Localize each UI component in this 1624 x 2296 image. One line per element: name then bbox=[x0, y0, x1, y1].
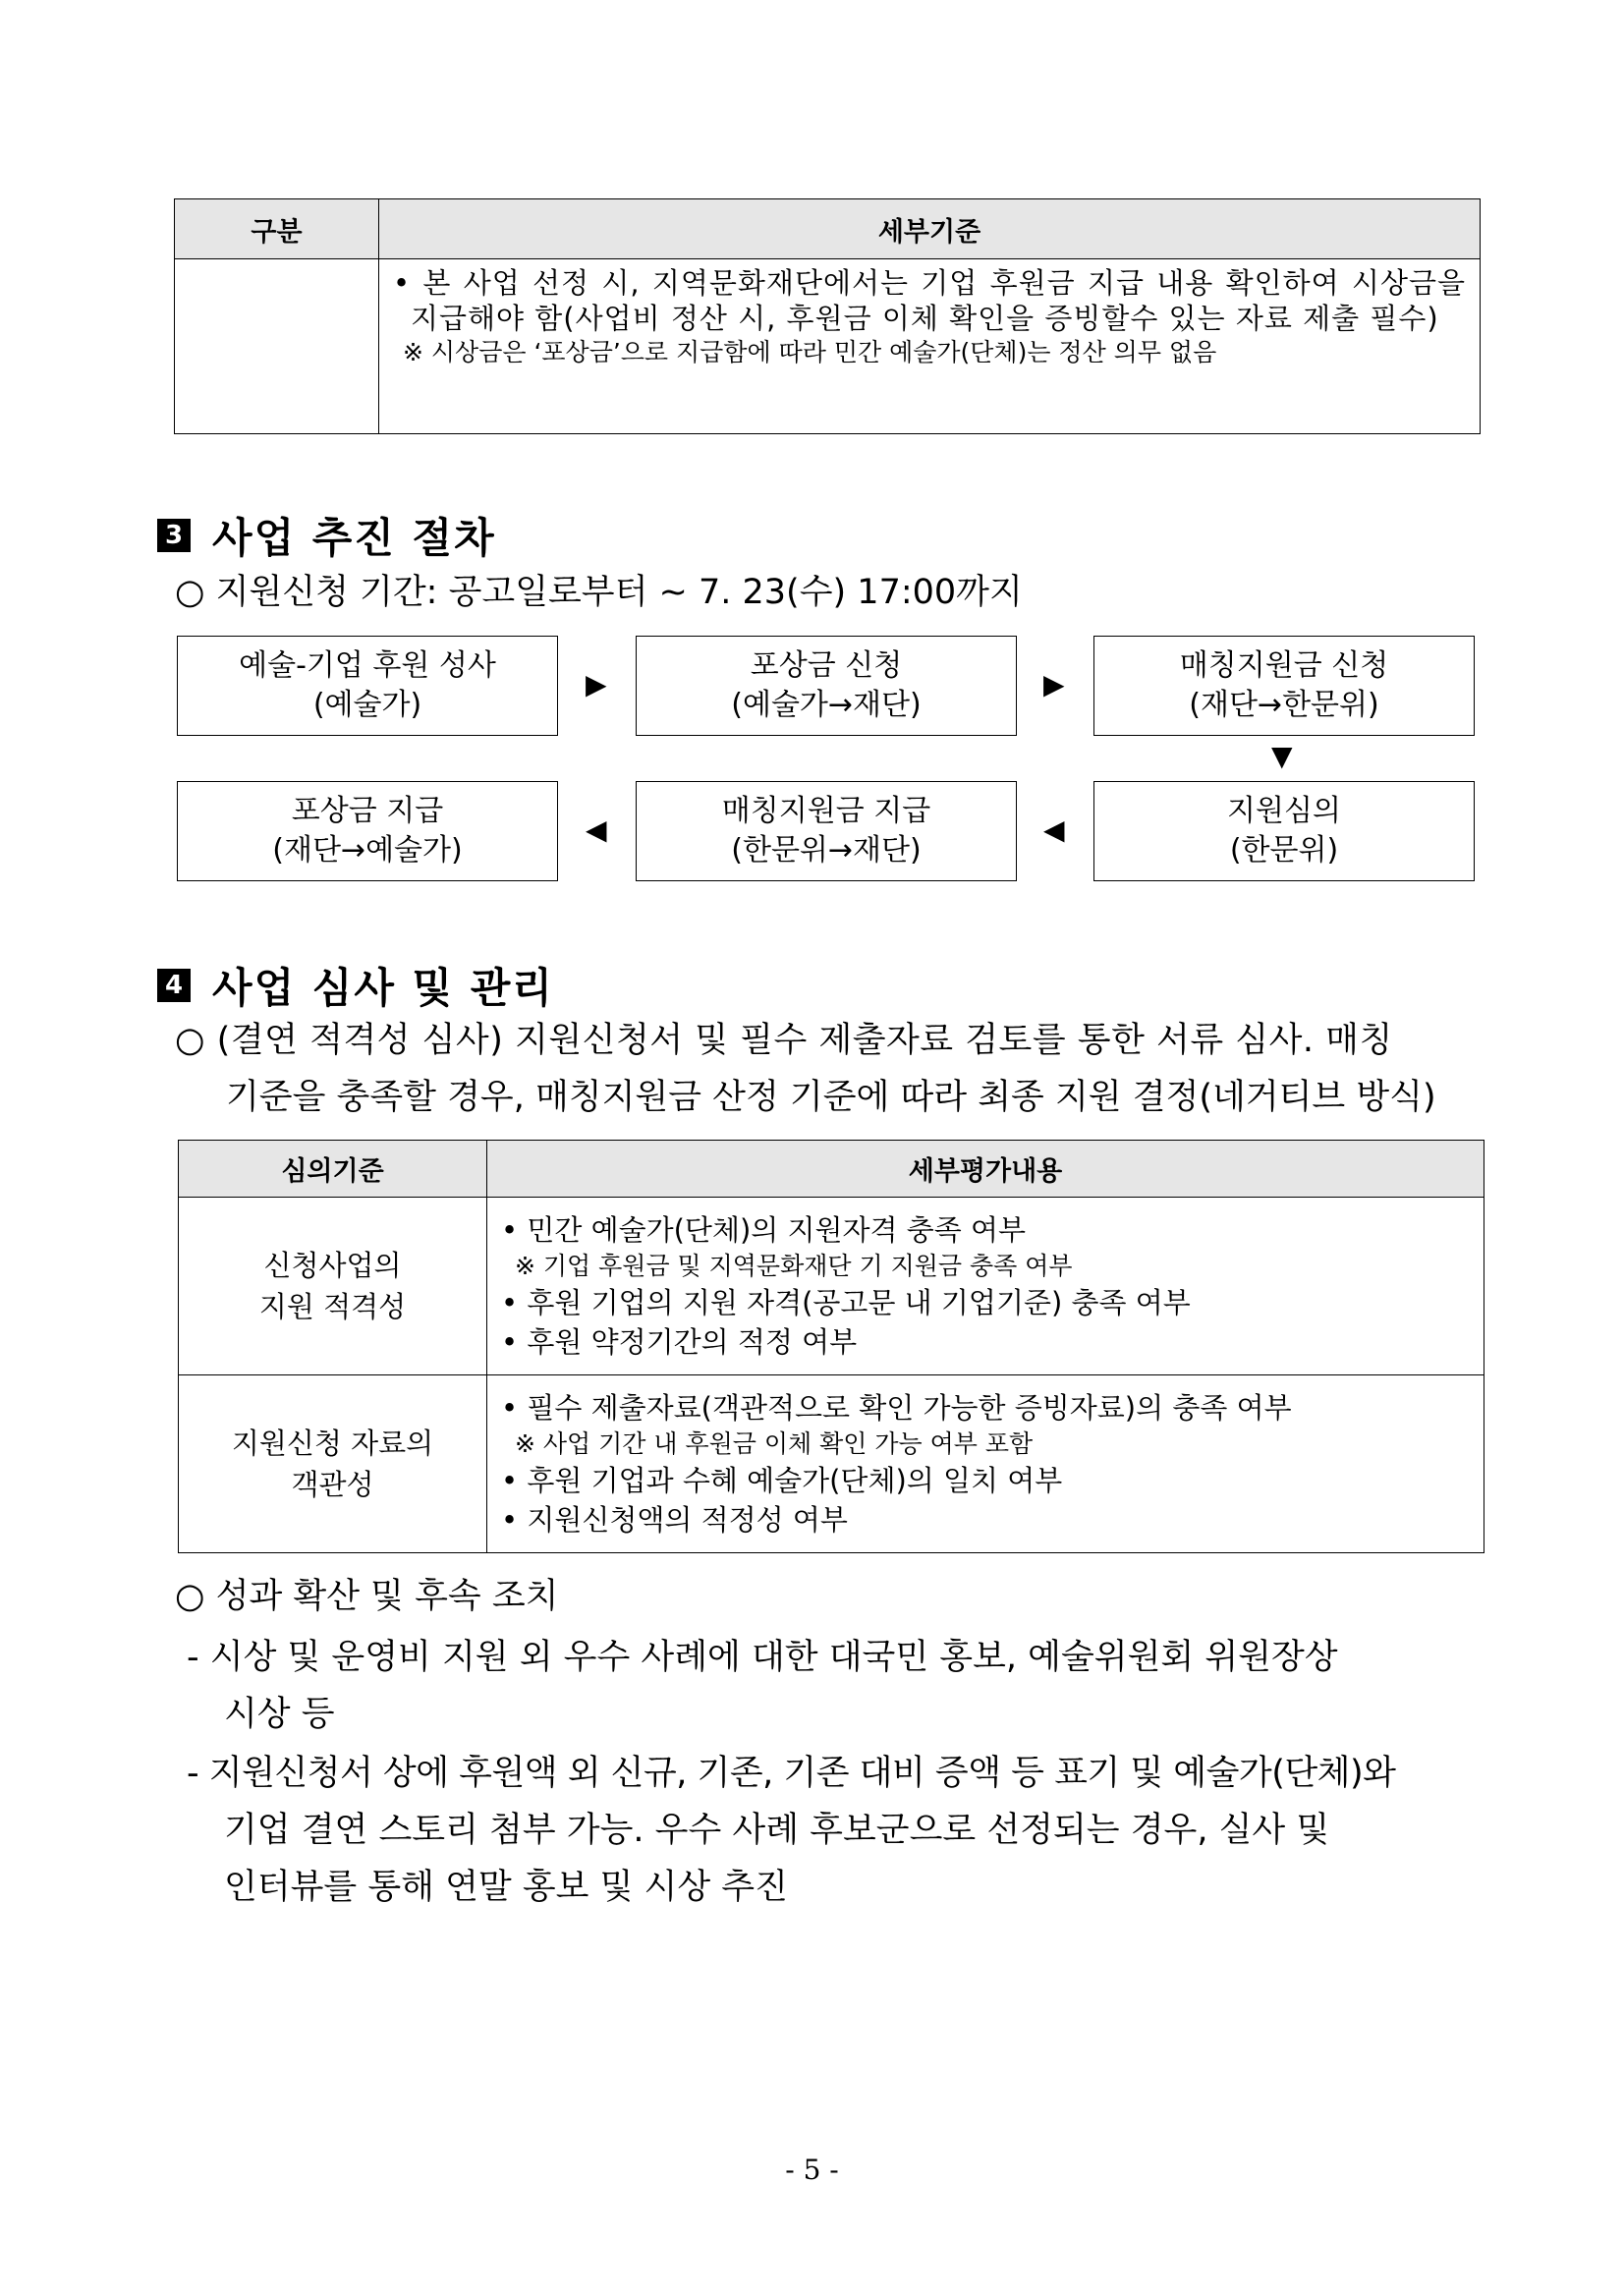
detail-bullet: • 필수 제출자료(객관적으로 확인 가능한 증빙자료)의 충족 여부 bbox=[501, 1391, 1292, 1425]
review-paragraph-line: ○ (결연 적격성 심사) 지원신청서 및 필수 제출자료 검토를 통한 서류 심사. 매칭 bbox=[175, 1021, 1393, 1060]
criteria-label bbox=[179, 1375, 487, 1553]
followup-line: 기업 결연 스토리 첨부 가능. 우수 사례 후보군으로 선정되는 경우, 실사 및 bbox=[224, 1811, 1330, 1850]
detail-bullet: • 후원 약정기간의 적정 여부 bbox=[501, 1325, 858, 1359]
detail-note: ※ 사업 기간 내 후원금 이체 확인 가능 여부 포함 bbox=[515, 1429, 1034, 1458]
arrow-down-icon: ▼ bbox=[1271, 740, 1293, 772]
flow-step-actor: (재단→한문위) bbox=[1189, 688, 1379, 722]
arrow-right-icon: ▶ bbox=[1043, 668, 1065, 700]
table-header-category: 구분 bbox=[175, 199, 379, 259]
table-cell-category bbox=[175, 259, 379, 434]
flow-step-actor: (예술가→재단) bbox=[731, 688, 922, 722]
followup-heading: ○ 성과 확산 및 후속 조치 bbox=[175, 1577, 559, 1616]
flow-step-sponsorship bbox=[177, 636, 558, 736]
flow-step-title: 매칭지원금 신청 bbox=[1179, 648, 1389, 683]
criteria-label bbox=[179, 1198, 487, 1375]
section-4-heading bbox=[157, 956, 554, 1015]
criteria-label-line: 객관성 bbox=[291, 1468, 374, 1501]
flow-step-actor: (예술가) bbox=[312, 688, 422, 722]
flow-step-review bbox=[1093, 781, 1475, 881]
review-paragraph-line: 기준을 충족할 경우, 매칭지원금 산정 기준에 따라 최종 지원 결정(네거티브 방식) bbox=[226, 1078, 1436, 1117]
detail-bullet: • 후원 기업과 수혜 예술가(단체)의 일치 여부 bbox=[501, 1464, 1063, 1497]
criteria-bullet: • 본 사업 선정 시, 지역문화재단에서는 기업 후원금 지급 내용 확인하여 시상금을 지급해야 함(사업비 정산 시, 후원금 이체 확인을 증빙할수 있는 자료 제출 필수) bbox=[393, 266, 1466, 335]
followup-line: - 시상 및 운영비 지원 외 우수 사례에 대한 대국민 홍보, 예술위원회 위원장상 bbox=[187, 1638, 1338, 1677]
criteria-label-line: 지원신청 자료의 bbox=[231, 1427, 434, 1460]
flow-step-title: 매칭지원금 지급 bbox=[721, 794, 931, 828]
table-row bbox=[175, 259, 1481, 434]
review-paragraph bbox=[175, 1012, 1482, 1126]
detail-note: ※ 기업 후원금 및 지역문화재단 기 지원금 충족 여부 bbox=[515, 1252, 1073, 1280]
criteria-details bbox=[487, 1198, 1484, 1375]
arrow-right-icon: ▶ bbox=[586, 668, 607, 700]
table-header-criteria: 세부기준 bbox=[379, 199, 1481, 259]
flow-step-actor: (한문위→재단) bbox=[731, 833, 922, 868]
application-period: ○ 지원신청 기간: 공고일로부터 ~ 7. 23(수) 17:00까지 bbox=[175, 573, 1023, 612]
page-number: - 5 - bbox=[785, 2154, 839, 2186]
criteria-table bbox=[174, 198, 1481, 434]
table-row bbox=[179, 1375, 1484, 1553]
criteria-label-line: 신청사업의 bbox=[263, 1249, 402, 1282]
followup-line: 시상 등 bbox=[224, 1695, 335, 1734]
followup-item-2 bbox=[187, 1745, 1484, 1916]
arrow-left-icon: ◀ bbox=[586, 813, 607, 846]
followup-line: 인터뷰를 통해 연말 홍보 및 시상 추진 bbox=[224, 1868, 788, 1907]
section-title: 사업 추진 절차 bbox=[212, 514, 496, 562]
flow-step-title: 지원심의 bbox=[1227, 794, 1341, 828]
detail-bullet: • 민간 예술가(단체)의 지원자격 충족 여부 bbox=[501, 1213, 1027, 1247]
flow-step-title: 포상금 지급 bbox=[291, 794, 444, 828]
criteria-details bbox=[487, 1375, 1484, 1553]
followup-line: - 지원신청서 상에 후원액 외 신규, 기존, 기존 대비 증액 등 표기 및 예술가(단체)와 bbox=[187, 1754, 1396, 1793]
table-row bbox=[179, 1198, 1484, 1375]
table-header-row bbox=[175, 199, 1481, 259]
detail-bullet: • 후원 기업의 지원 자격(공고문 내 기업기준) 충족 여부 bbox=[501, 1286, 1191, 1319]
arrow-left-icon: ◀ bbox=[1043, 813, 1065, 846]
section-title: 사업 심사 및 관리 bbox=[212, 964, 554, 1012]
section-3-heading bbox=[157, 506, 496, 565]
review-criteria-table bbox=[178, 1140, 1484, 1553]
followup-item-1 bbox=[187, 1629, 1484, 1743]
table-header-criteria: 심의기준 bbox=[179, 1141, 487, 1198]
flow-step-title: 예술-기업 후원 성사 bbox=[239, 648, 496, 683]
criteria-note: ※ 시상금은 ‘포상금’으로 지급함에 따라 민간 예술가(단체)는 정산 의무 없음 bbox=[403, 338, 1217, 366]
section-number-badge: 3 bbox=[157, 519, 191, 552]
flow-step-prize-payment bbox=[177, 781, 558, 881]
section-number-badge: 4 bbox=[157, 969, 191, 1002]
table-cell-criteria bbox=[379, 259, 1481, 434]
flow-step-prize-application bbox=[636, 636, 1017, 736]
table-header-row bbox=[179, 1141, 1484, 1198]
flow-step-matching-application bbox=[1093, 636, 1475, 736]
flow-step-title: 포상금 신청 bbox=[750, 648, 903, 683]
flow-step-matching-payment bbox=[636, 781, 1017, 881]
detail-bullet: • 지원신청액의 적정성 여부 bbox=[501, 1503, 848, 1537]
flow-step-actor: (한문위) bbox=[1229, 833, 1339, 868]
table-header-details: 세부평가내용 bbox=[487, 1141, 1484, 1198]
flow-step-actor: (재단→예술가) bbox=[272, 833, 463, 868]
criteria-label-line: 지원 적격성 bbox=[258, 1290, 407, 1323]
